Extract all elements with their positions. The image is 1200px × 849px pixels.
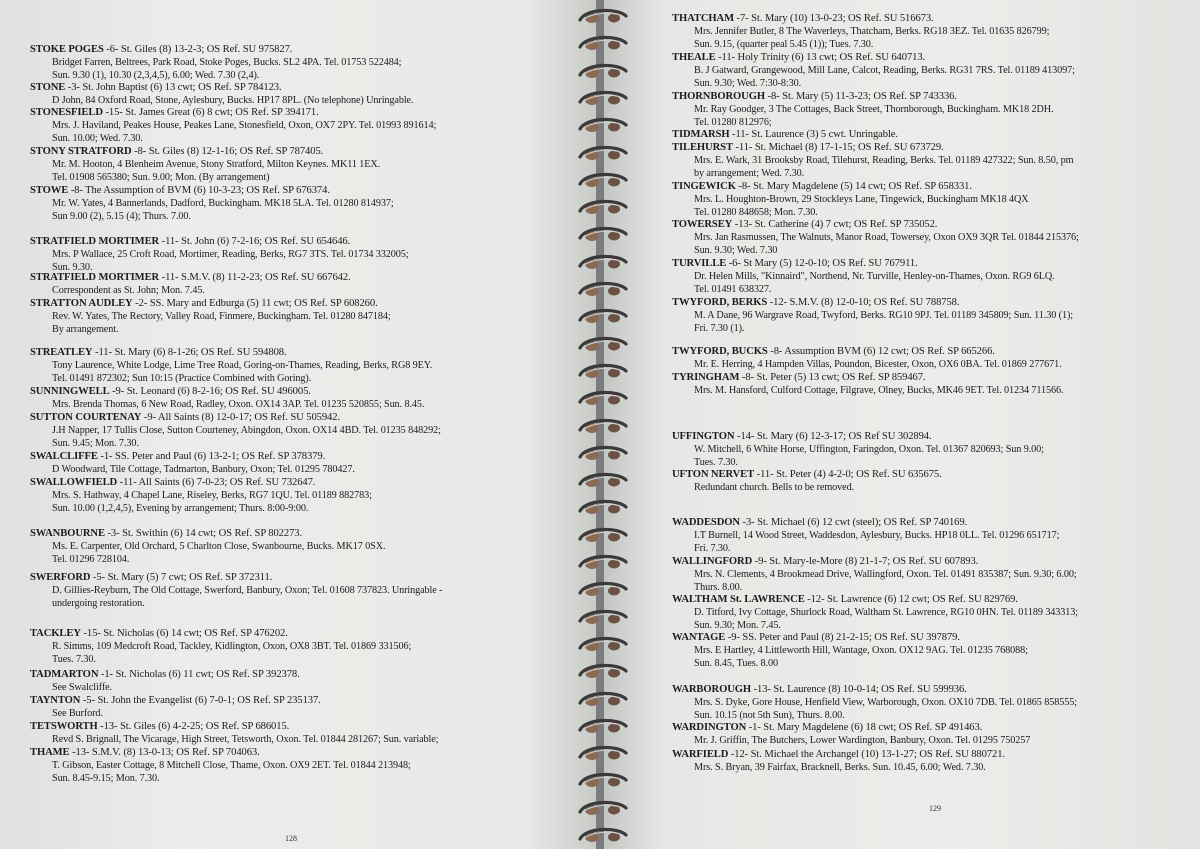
entry-detail-line: Sun. 9.30 (1), 10.30 (2,3,4,5), 6.00; Wed. 7.30 (2,4).	[52, 70, 260, 81]
directory-entry	[30, 43, 401, 82]
entry-detail-line: J.H Napper, 17 Tullis Close, Sutton Courteney, Abingdon, Oxon. OX14 4BD. Tel. 01235 848292;	[52, 425, 441, 436]
tower-details: -3- St. Michael (6) 12 cwt (steel); OS Ref. SP 740169.	[739, 517, 968, 528]
tower-name: SUNNINGWELL	[30, 386, 110, 397]
entry-heading	[672, 748, 1005, 761]
tower-name: SWANBOURNE	[30, 528, 105, 539]
entry-heading	[30, 527, 385, 540]
entry-detail-line: Redundant church. Bells to be removed.	[694, 482, 855, 493]
directory-entry	[672, 257, 1055, 296]
entry-detail-line: Rev. W. Yates, The Rectory, Valley Road, Finmere, Buckingham. Tel. 01280 847184;	[52, 311, 391, 322]
spiral-coil	[574, 552, 632, 574]
tower-details: -11- St. Michael (8) 17-1-15; OS Ref. SU 673729.	[732, 142, 944, 153]
directory-entry	[30, 235, 408, 274]
tower-details: -11- St. Peter (4) 4-2-0; OS Ref. SU 635675.	[754, 469, 942, 480]
tower-name: WALLINGFORD	[672, 556, 753, 567]
tower-details: -9- St. Leonard (6) 8-2-16; OS Ref. SU 496005.	[109, 386, 311, 397]
directory-entry	[30, 668, 300, 694]
entry-heading	[672, 257, 1055, 270]
tower-details: -1- St. Nicholas (6) 11 cwt; OS Ref. SP 392378.	[98, 669, 300, 680]
tower-name: TAYNTON	[30, 695, 81, 706]
directory-entry	[30, 720, 438, 746]
directory-entry	[672, 12, 1049, 51]
tower-name: THATCHAM	[672, 13, 734, 24]
entry-detail-line: Sun. 9.30; Mon. 7.45.	[694, 620, 781, 631]
directory-entry	[30, 81, 413, 107]
tower-details: -15- St. Nicholas (6) 14 cwt; OS Ref. SP 476202.	[80, 628, 288, 639]
entry-heading	[672, 371, 1063, 384]
entry-detail-line: M. A Dane, 96 Wargrave Road, Twyford, Berks. RG10 9PJ. Tel. 01189 345809; Sun. 11.30 (1);	[694, 310, 1073, 321]
tower-details: -11- S.M.V. (8) 11-2-23; OS Ref. SU 667642.	[159, 272, 351, 283]
entry-detail-line: Tony Laurence, White Lodge, Lime Tree Road, Goring-on-Thames, Reading, Berks, RG8 9EY.	[52, 360, 433, 371]
directory-entry	[30, 271, 351, 297]
directory-entry	[30, 694, 321, 720]
entry-heading	[672, 51, 1075, 64]
entry-detail-line: Mrs. S. Dyke, Gore House, Henfield View, Warborough, Oxon. OX10 7DB. Tel. 01865 858555;	[694, 697, 1077, 708]
spiral-coil	[574, 252, 632, 274]
entry-heading	[672, 430, 1044, 443]
tower-name: STRATFIELD MORTIMER	[30, 272, 160, 283]
directory-entry	[672, 516, 1059, 555]
tower-details: -11- St. Mary (6) 8-1-26; OS Ref. SU 594808.	[92, 347, 287, 358]
entry-detail-line: Mr. E. Herring, 4 Hampden Villas, Poundon, Bicester, Oxon, OX6 0BA. Tel. 01869 277671.	[694, 359, 1062, 370]
entry-detail-line: D Woodward, Tile Cottage, Tadmarton, Banbury, Oxon; Tel. 01295 780427.	[52, 464, 355, 475]
directory-entry	[672, 683, 1077, 722]
spiral-coil	[574, 33, 632, 55]
tower-name: THORNBOROUGH	[672, 91, 765, 102]
tower-name: TWYFORD, BERKS	[672, 297, 768, 308]
tower-name: WALTHAM St. LAWRENCE	[672, 594, 805, 605]
tower-details: -8- St. Giles (8) 12-1-16; OS Ref. SP 787405.	[131, 146, 324, 157]
spiral-coil	[574, 416, 632, 438]
tower-name: TURVILLE	[672, 258, 727, 269]
tower-details: -8- Assumption BVM (6) 12 cwt; OS Ref. SP 665266.	[767, 346, 995, 357]
tower-name: TETSWORTH	[30, 721, 98, 732]
directory-entry	[30, 145, 380, 184]
tower-details: -11- All Saints (6) 7-0-23; OS Ref. SU 732647.	[117, 477, 316, 488]
entry-detail-line: B. J Gatward, Grangewood, Mill Lane, Calcot, Reading, Berks. RG31 7RS. Tel. 01189 413097;	[694, 65, 1075, 76]
entry-detail-line: See Burford.	[52, 708, 103, 719]
entry-heading	[672, 180, 1029, 193]
tower-details: -6- St Mary (5) 12-0-10; OS Ref. SU 767911.	[726, 258, 918, 269]
tower-details: -5- St. John the Evangelist (6) 7-0-1; OS Ref. SP 235137.	[80, 695, 321, 706]
entry-detail-line: D. Gillies-Reyburn, The Old Cottage, Swerford, Banbury, Oxon; Tel. 01608 737823. Unringable -	[52, 585, 443, 596]
entry-heading	[672, 516, 1059, 529]
entry-heading	[672, 593, 1078, 606]
entry-detail-line: Mr. M. Hooton, 4 Blenheim Avenue, Stony Stratford, Milton Keynes. MK11 1EX.	[52, 159, 381, 170]
spiral-coil	[574, 525, 632, 547]
entry-detail-line: by arrangement; Wed. 7.30.	[694, 168, 805, 179]
tower-name: STONE	[30, 82, 66, 93]
tower-details: -3- St. John Baptist (6) 13 cwt; OS Ref. SP 784123.	[65, 82, 282, 93]
tower-name: SWALCLIFFE	[30, 451, 98, 462]
entry-detail-line: Mrs. Brenda Thomas, 6 New Road, Radley, Oxon. OX14 3AP. Tel. 01235 520855; Sun. 8.45.	[52, 399, 425, 410]
entry-detail-line: Mrs. Jennifer Butler, 8 The Waverleys, Thatcham, Berks. RG18 3EZ. Tel. 01635 826799;	[694, 26, 1050, 37]
directory-entry	[30, 297, 391, 336]
tower-name: TWYFORD, BUCKS	[672, 346, 768, 357]
tower-name: STRATFIELD MORTIMER	[30, 236, 160, 247]
directory-entry	[30, 627, 411, 666]
spiral-coil	[574, 470, 632, 492]
directory-entry	[672, 296, 1073, 335]
tower-details: -9- All Saints (8) 12-0-17; OS Ref. SU 505942.	[141, 412, 340, 423]
directory-entry	[30, 184, 394, 223]
entry-detail-line: Mrs. J. Haviland, Peakes House, Peakes Lane, Stonesfield, Oxon, OX7 2PY. Tel. 01993 891614;	[52, 120, 437, 131]
directory-entry	[672, 141, 1073, 180]
spiral-coil	[574, 443, 632, 465]
tower-details: -6- St. Giles (8) 13-2-3; OS Ref. SU 975827.	[103, 44, 293, 55]
entry-heading	[672, 128, 898, 141]
spiral-coil	[574, 88, 632, 110]
tower-name: TINGEWICK	[672, 181, 736, 192]
entry-detail-line: R. Simms, 109 Medcroft Road, Tackley, Kidlington, Oxon, OX8 3BT. Tel. 01869 331506;	[52, 641, 412, 652]
entry-detail-line: Sun. 9.30.	[52, 262, 93, 273]
entry-detail-line: Thurs. 8.00.	[694, 582, 743, 593]
entry-heading	[30, 450, 355, 463]
tower-details: -11- St. Laurence (3) 5 cwt. Unringable.	[729, 129, 898, 140]
directory-entry	[672, 468, 942, 494]
left-page	[0, 0, 596, 849]
directory-entry	[30, 527, 385, 566]
entry-detail-line: Tues. 7.30.	[694, 457, 738, 468]
tower-details: -11- Holy Trinity (6) 13 cwt; OS Ref. SU 640713.	[715, 52, 926, 63]
tower-name: TADMARTON	[30, 669, 99, 680]
tower-details: -14- St. Mary (6) 12-3-17; OS Ref SU 302894.	[734, 431, 932, 442]
entry-heading	[30, 746, 411, 759]
directory-entry	[672, 430, 1044, 469]
entry-heading	[30, 346, 432, 359]
entry-detail-line: Mr. Ray Goodger, 3 The Cottages, Back Street, Thornborough, Buckingham. MK18 2DH.	[694, 104, 1054, 115]
tower-name: STONESFIELD	[30, 107, 103, 118]
entry-detail-line: Mrs. P Wallace, 25 Croft Road, Mortimer, Reading, Berks, RG7 3TS. Tel. 01734 332005;	[52, 249, 409, 260]
tower-details: -13- St. Catherine (4) 7 cwt; OS Ref. SP 735052.	[732, 219, 938, 230]
spiral-coil	[574, 388, 632, 410]
entry-detail-line: Sun. 8.45-9.15; Mon. 7.30.	[52, 773, 160, 784]
entry-detail-line: Correspondent as St. John; Mon. 7.45.	[52, 285, 205, 296]
directory-entry	[672, 748, 1005, 774]
entry-heading	[30, 385, 424, 398]
entry-heading	[30, 668, 300, 681]
entry-detail-line: undergoing restoration.	[52, 598, 145, 609]
entry-heading	[672, 90, 1054, 103]
entry-heading	[672, 218, 1079, 231]
entry-detail-line: Tel. 01280 812976;	[694, 117, 772, 128]
directory-entry	[30, 346, 432, 385]
entry-detail-line: Sun. 9.45; Mon. 7.30.	[52, 438, 139, 449]
tower-details: -8- St. Peter (5) 13 cwt; OS Ref. SP 859467.	[739, 372, 926, 383]
spiral-coil	[574, 770, 632, 792]
tower-details: -1- SS. Peter and Paul (6) 13-2-1; OS Ref. SP 378379.	[97, 451, 326, 462]
tower-name: WARBOROUGH	[672, 684, 752, 695]
tower-details: -5- St. Mary (5) 7 cwt; OS Ref. SP 372311.	[90, 572, 273, 583]
directory-entry	[672, 721, 1030, 747]
entry-heading	[30, 271, 351, 284]
entry-detail-line: Fri. 7.30.	[694, 543, 731, 554]
spiral-coil	[574, 689, 632, 711]
directory-entry	[672, 51, 1075, 90]
spiral-coil	[574, 497, 632, 519]
entry-detail-line: Bridget Farren, Beltrees, Park Road, Stoke Poges, Bucks. SL2 4PA. Tel. 01753 522484;	[52, 57, 402, 68]
entry-detail-line: See Swalcliffe.	[52, 682, 112, 693]
entry-heading	[672, 345, 1062, 358]
entry-detail-line: Revd S. Brignall, The Vicarage, High Street, Tetsworth, Oxon. Tel. 01844 281267; Sun. variable;	[52, 734, 439, 745]
spiral-coil	[574, 716, 632, 738]
tower-details: -15- St. James Great (6) 8 cwt; OS Ref. SP 394171.	[102, 107, 319, 118]
tower-name: TIDMARSH	[672, 129, 730, 140]
tower-name: THAME	[30, 747, 70, 758]
spiral-coil	[574, 825, 632, 847]
tower-details: -13- St. Giles (6) 4-2-25; OS Ref. SP 686015.	[97, 721, 290, 732]
page-number: 129	[929, 804, 941, 813]
directory-entry	[30, 450, 355, 476]
tower-name: UFFINGTON	[672, 431, 735, 442]
tower-details: -8- St. Mary (5) 11-3-23; OS Ref. SP 743336.	[764, 91, 957, 102]
entry-heading	[30, 297, 391, 310]
entry-heading	[672, 721, 1030, 734]
directory-entry	[30, 746, 411, 785]
directory-entry	[30, 476, 372, 515]
entry-detail-line: Tel. 01296 728104.	[52, 554, 130, 565]
entry-heading	[30, 235, 408, 248]
tower-name: STOWE	[30, 185, 69, 196]
entry-detail-line: Sun. 9.15, (quarter peal 5.45 (1)); Tues. 7.30.	[694, 39, 874, 50]
directory-entry	[672, 371, 1063, 397]
tower-name: SUTTON COURTENAY	[30, 412, 142, 423]
tower-name: TOWERSEY	[672, 219, 733, 230]
entry-detail-line: W. Mitchell, 6 White Horse, Uffington, Faringdon, Oxon. Tel. 01367 820693; Sun 9.00;	[694, 444, 1044, 455]
tower-details: -11- St. John (6) 7-2-16; OS Ref. SU 654646.	[159, 236, 351, 247]
entry-heading	[672, 555, 1077, 568]
directory-entry	[672, 128, 898, 141]
tower-details: -12- St. Michael the Archangel (10) 13-1-27; OS Ref. SU 880721.	[728, 749, 1005, 760]
entry-heading	[30, 184, 394, 197]
tower-details: -2- SS. Mary and Edburga (5) 11 cwt; OS Ref. SP 608260.	[132, 298, 378, 309]
entry-detail-line: Ms. E. Carpenter, Old Orchard, 5 Charlton Close, Swanbourne, Bucks. MK17 0SX.	[52, 541, 386, 552]
entry-detail-line: Sun. 8.45, Tues. 8.00	[694, 658, 778, 669]
entry-detail-line: Sun. 9.30; Wed. 7.30	[694, 245, 778, 256]
entry-heading	[30, 694, 321, 707]
tower-details: -8- The Assumption of BVM (6) 10-3-23; OS Ref. SP 676374.	[68, 185, 330, 196]
directory-entry	[30, 385, 424, 411]
entry-heading	[30, 106, 436, 119]
spiral-coil	[574, 279, 632, 301]
directory-entry	[672, 555, 1077, 594]
spiral-coil	[574, 6, 632, 28]
tower-details: -3- St. Swithin (6) 14 cwt; OS Ref. SP 802273.	[104, 528, 303, 539]
page-number: 128	[285, 834, 297, 843]
entry-detail-line: By arrangement.	[52, 324, 119, 335]
tower-name: THEALE	[672, 52, 716, 63]
tower-name: STRATTON AUDLEY	[30, 298, 133, 309]
entry-heading	[30, 627, 411, 640]
spiral-coil	[574, 361, 632, 383]
tower-name: WARFIELD	[672, 749, 729, 760]
entry-heading	[30, 720, 438, 733]
entry-detail-line: Mr. J. Griffin, The Butchers, Lower Wardington, Banbury, Oxon. Tel. 01295 750257	[694, 735, 1031, 746]
entry-detail-line: D John, 84 Oxford Road, Stone, Aylesbury, Bucks. HP17 8PL. (No telephone) Unringable.	[52, 95, 414, 106]
tower-name: TILEHURST	[672, 142, 733, 153]
entry-detail-line: Mrs. E Hartley, 4 Littleworth Hill, Wantage, Oxon. OX12 9AG. Tel. 01235 768088;	[694, 645, 1028, 656]
entry-detail-line: T. Gibson, Easter Cottage, 8 Mitchell Close, Thame, Oxon. OX9 2ET. Tel. 01844 213948;	[52, 760, 411, 771]
directory-entry	[672, 90, 1054, 129]
entry-detail-line: Sun. 9.30; Wed. 7:30-8:30.	[694, 78, 802, 89]
entry-detail-line: Mrs. M. Hansford, Culford Cottage, Filgrave, Olney, Bucks, MK46 9ET. Tel. 01234 711566.	[694, 385, 1064, 396]
tower-name: UFTON NERVET	[672, 469, 755, 480]
tower-details: -8- St. Mary Magdelene (5) 14 cwt; OS Ref. SP 658331.	[735, 181, 972, 192]
entry-detail-line: Mrs. S. Bryan, 39 Fairfax, Bracknell, Berks. Sun. 10.45, 6.00; Wed. 7.30.	[694, 762, 986, 773]
directory-entry	[30, 571, 442, 610]
directory-entry	[672, 593, 1078, 632]
entry-detail-line: Fri. 7.30 (1).	[694, 323, 745, 334]
entry-detail-line: D. Titford, Ivy Cottage, Shurlock Road, Waltham St. Lawrence, RG10 0HN. Tel. 01189 343313;	[694, 607, 1079, 618]
spiral-coil	[574, 579, 632, 601]
entry-detail-line: Sun. 10.00; Wed. 7.30.	[52, 133, 143, 144]
tower-details: -12- S.M.V. (8) 12-0-10; OS Ref. SU 788758.	[767, 297, 960, 308]
entry-detail-line: Mrs. N. Clements, 4 Brookmead Drive, Wallingford, Oxon. Tel. 01491 835387; Sun. 9.30; 6.00;	[694, 569, 1077, 580]
tower-name: TYRINGHAM	[672, 372, 740, 383]
entry-detail-line: Mrs. S. Hathway, 4 Chapel Lane, Riseley, Berks, RG7 1QU. Tel. 01189 882783;	[52, 490, 372, 501]
entry-detail-line: Dr. Helen Mills, "Kinnaird", Northend, Nr. Turville, Henley-on-Thames, Oxon. RG9 6LQ.	[694, 271, 1055, 282]
entry-heading	[30, 145, 380, 158]
entry-detail-line: Tel. 01491 872302; Sun 10:15 (Practice Combined with Goring).	[52, 373, 312, 384]
tower-name: WANTAGE	[672, 632, 726, 643]
directory-entry	[30, 411, 441, 450]
tower-details: -13- S.M.V. (8) 13-0-13; OS Ref. SP 704063.	[69, 747, 260, 758]
tower-name: STOKE POGES	[30, 44, 104, 55]
tower-details: -12- St. Lawrence (6) 12 cwt; OS Ref. SU 829769.	[804, 594, 1018, 605]
tower-name: WARDINGTON	[672, 722, 747, 733]
entry-detail-line: I.T Burnell, 14 Wood Street, Waddesdon, Aylesbury, Bucks. HP18 0LL. Tel. 01296 651717;	[694, 530, 1060, 541]
entry-detail-line: Mrs. E. Wark, 31 Brooksby Road, Tilehurst, Reading, Berks. Tel. 01189 427322; Sun. 8.50, pm	[694, 155, 1074, 166]
directory-entry	[30, 106, 436, 145]
entry-heading	[672, 468, 942, 481]
directory-entry	[672, 345, 1062, 371]
directory-entry	[672, 180, 1029, 219]
entry-detail-line: Tel. 01908 565380; Sun. 9.00; Mon. (By arrangement)	[52, 172, 270, 183]
entry-detail-line: Tues. 7.30.	[52, 654, 96, 665]
entry-heading	[672, 631, 1028, 644]
directory-entry	[672, 631, 1028, 670]
tower-name: SWALLOWFIELD	[30, 477, 118, 488]
entry-heading	[30, 43, 401, 56]
entry-heading	[672, 141, 1073, 154]
spiral-coil	[574, 743, 632, 765]
tower-name: SWERFORD	[30, 572, 91, 583]
tower-name: TACKLEY	[30, 628, 81, 639]
tower-details: -9- St. Mary-le-More (8) 21-1-7; OS Ref. SU 607893.	[752, 556, 979, 567]
entry-heading	[30, 571, 442, 584]
entry-heading	[30, 81, 413, 94]
entry-detail-line: Mrs. Jan Rasmussen, The Walnuts, Manor Road, Towersey, Oxon OX9 3QR Tel. 01844 215376;	[694, 232, 1079, 243]
spiral-coil	[574, 661, 632, 683]
spiral-coil	[574, 61, 632, 83]
entry-detail-line: Sun. 10.15 (not 5th Sun), Thurs. 8.00.	[694, 710, 845, 721]
entry-heading	[30, 476, 372, 489]
entry-detail-line: Mr. W. Yates, 4 Bannerlands, Dadford, Buckingham. MK18 5LA. Tel. 01280 814937;	[52, 198, 394, 209]
entry-heading	[672, 683, 1077, 696]
entry-heading	[30, 411, 441, 424]
entry-detail-line: Sun 9.00 (2), 5.15 (4); Thurs. 7.00.	[52, 211, 191, 222]
tower-name: STONY STRATFORD	[30, 146, 132, 157]
spiral-coil	[574, 306, 632, 328]
spiral-coil	[574, 143, 632, 165]
entry-detail-line: Sun. 10.00 (1,2,4,5), Evening by arrangement; Thurs. 8:00-9:00.	[52, 503, 309, 514]
spiral-coil	[574, 224, 632, 246]
right-page	[604, 0, 1200, 849]
spiral-coil	[574, 334, 632, 356]
tower-details: -7- St. Mary (10) 13-0-23; OS Ref. SU 516673.	[733, 13, 934, 24]
spiral-binding	[574, 0, 632, 849]
tower-name: WADDESDON	[672, 517, 740, 528]
tower-name: STREATLEY	[30, 347, 93, 358]
entry-detail-line: Mrs. L. Houghton-Brown, 29 Stockleys Lane, Tingewick, Buckingham MK18 4QX	[694, 194, 1029, 205]
entry-detail-line: Tel. 01280 848658; Mon. 7.30.	[694, 207, 818, 218]
spiral-coil	[574, 607, 632, 629]
entry-detail-line: Tel. 01491 638327.	[694, 284, 772, 295]
spiral-coil	[574, 170, 632, 192]
tower-details: -9- SS. Peter and Paul (8) 21-2-15; OS Ref. SU 397879.	[725, 632, 960, 643]
spiral-coil	[574, 115, 632, 137]
entry-heading	[672, 296, 1073, 309]
directory-entry	[672, 218, 1079, 257]
spiral-coil	[574, 197, 632, 219]
tower-details: -13- St. Laurence (8) 10-0-14; OS Ref. SU 599936.	[751, 684, 967, 695]
spiral-coil	[574, 798, 632, 820]
tower-details: -1- St. Mary Magdelene (6) 18 cwt; OS Ref. SP 491463.	[746, 722, 983, 733]
entry-heading	[672, 12, 1049, 25]
spiral-coil	[574, 634, 632, 656]
